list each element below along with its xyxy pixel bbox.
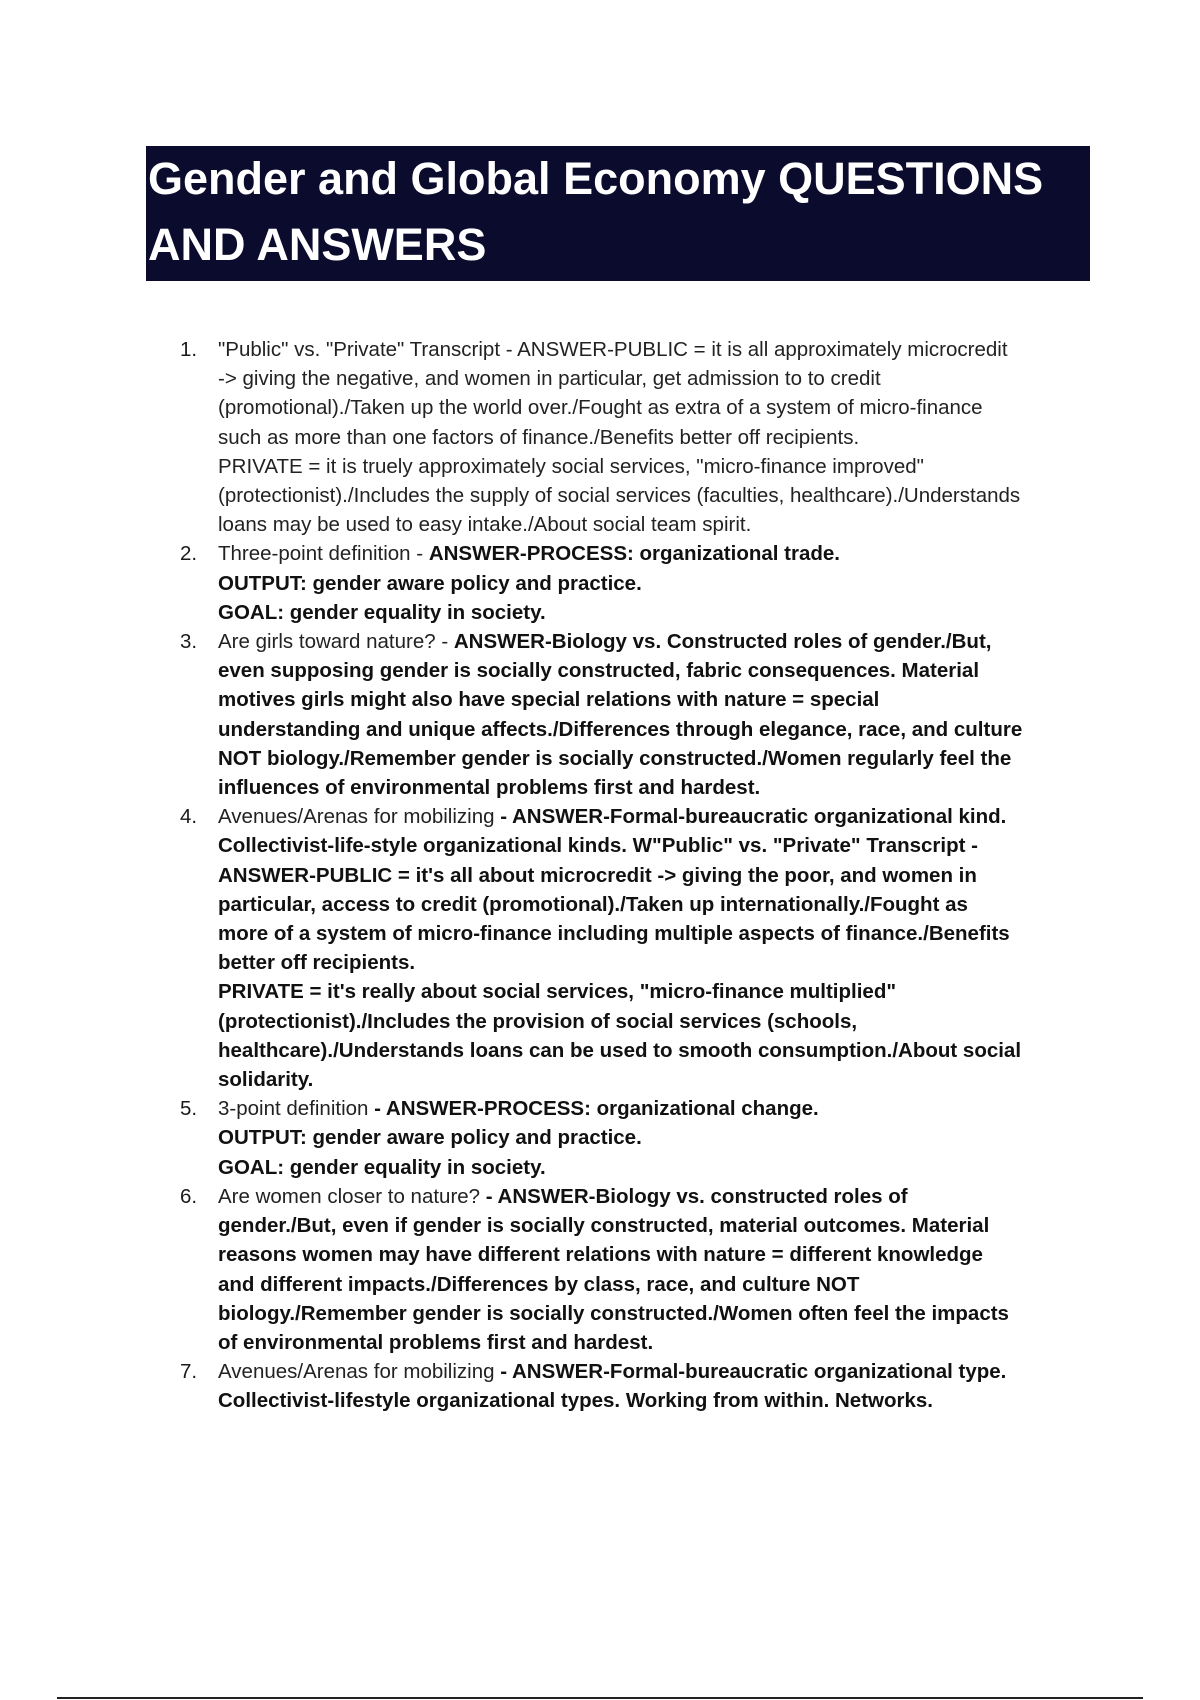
answer-text: reasons women may have different relations with nature = different knowledge xyxy=(218,1243,983,1267)
question-text: (promotional)./Taken up the world over./Fought as extra of a system of micro-finance xyxy=(218,396,983,420)
page-title-line-2: AND ANSWERS xyxy=(148,219,487,270)
question-text: Three-point definition - xyxy=(218,542,429,566)
answer-text: Collectivist-life-style organizational kinds. W"Public" vs. "Private" Transcript - xyxy=(218,834,978,858)
qa-item-number: 4. xyxy=(180,805,198,829)
qa-line xyxy=(218,656,1090,685)
answer-text: motives girls might also have special relations with nature = special xyxy=(218,688,880,712)
qa-item-number: 6. xyxy=(180,1184,198,1208)
qa-item-number: 5. xyxy=(180,1097,198,1121)
question-text: Are women closer to nature? xyxy=(218,1184,486,1208)
answer-text: PRIVATE = it's really about social services, "micro-finance multiplied" xyxy=(218,980,897,1004)
answer-text: - ANSWER-PROCESS: organizational change. xyxy=(374,1097,819,1121)
qa-line xyxy=(218,831,1090,860)
qa-item xyxy=(0,627,1200,802)
qa-line xyxy=(218,802,1090,831)
answer-text: ANSWER-PUBLIC = it's all about microcredit -> giving the poor, and women in xyxy=(218,863,977,887)
question-text: loans may be used to easy intake./About social team spirit. xyxy=(218,513,752,537)
answer-text: solidarity. xyxy=(218,1068,314,1092)
qa-line xyxy=(218,948,1090,977)
answer-text: NOT biology./Remember gender is socially constructed./Women regularly feel the xyxy=(218,746,1012,770)
qa-line xyxy=(218,627,1090,656)
qa-line xyxy=(218,423,1090,452)
question-text: 3-point definition xyxy=(218,1097,375,1121)
answer-text: and different impacts./Differences by class, race, and culture NOT xyxy=(218,1272,860,1296)
answer-text: - ANSWER-Formal-bureaucratic organizational type. xyxy=(500,1360,1007,1384)
question-text: (protectionist)./Includes the supply of social services (faculties, healthcare)./Understands xyxy=(218,484,1021,508)
qa-line xyxy=(218,1036,1090,1065)
answer-text: more of a system of micro-finance including multiple aspects of finance./Benefits xyxy=(218,922,1010,946)
qa-line xyxy=(218,335,1090,364)
question-text: "Public" vs. "Private" Transcript - ANSWER-PUBLIC = it is all approximately microcredit xyxy=(218,338,1008,361)
answer-text: Collectivist-lifestyle organizational types. Working from within. Networks. xyxy=(218,1389,933,1413)
answer-text: OUTPUT: gender aware policy and practice. xyxy=(218,1126,642,1150)
answer-text: biology./Remember gender is socially constructed./Women often feel the impacts xyxy=(218,1301,1009,1325)
qa-line xyxy=(218,1299,1090,1328)
qa-line xyxy=(218,1153,1090,1182)
question-text: -> giving the negative, and women in particular, get admission to to credit xyxy=(218,367,881,391)
qa-line xyxy=(218,1094,1090,1123)
qa-item xyxy=(0,1357,1200,1415)
question-text: Avenues/Arenas for mobilizing xyxy=(218,805,501,829)
answer-text: (protectionist)./Includes the provision of social services (schools, xyxy=(218,1009,858,1033)
title-banner xyxy=(146,146,1090,281)
answer-text: healthcare)./Understands loans can be used to smooth consumption./About social xyxy=(218,1038,1022,1062)
qa-item-number: 2. xyxy=(180,542,198,566)
page-title xyxy=(148,146,1088,278)
qa-item xyxy=(0,1182,1200,1357)
question-text: such as more than one factors of finance./Benefits better off recipients. xyxy=(218,425,860,449)
qa-item-number: 7. xyxy=(180,1360,198,1384)
answer-text: GOAL: gender equality in society. xyxy=(218,600,546,624)
qa-line xyxy=(218,1240,1090,1269)
qa-line xyxy=(218,1182,1090,1211)
question-text: PRIVATE = it is truely approximately social services, "micro-finance improved" xyxy=(218,454,924,478)
qa-line xyxy=(218,1328,1090,1357)
qa-line xyxy=(218,510,1090,539)
answer-text: influences of environmental problems first and hardest. xyxy=(218,776,761,800)
question-text: Avenues/Arenas for mobilizing xyxy=(218,1360,501,1384)
answer-text: of environmental problems first and hardest. xyxy=(218,1330,654,1354)
qa-line xyxy=(218,977,1090,1006)
answer-text: particular, access to credit (promotional)./Taken up internationally./Fought as xyxy=(218,892,968,916)
qa-item-number: 1. xyxy=(180,338,198,361)
qa-line xyxy=(218,1270,1090,1299)
question-text: Are girls toward nature? - xyxy=(218,630,454,654)
qa-item-number: 3. xyxy=(180,630,198,654)
qa-line xyxy=(218,1065,1090,1094)
answer-text: - ANSWER-Formal-bureaucratic organizational kind. xyxy=(500,805,1007,829)
qa-line xyxy=(218,481,1090,510)
answer-text: GOAL: gender equality in society. xyxy=(218,1155,546,1179)
qa-line xyxy=(218,1007,1090,1036)
qa-line xyxy=(218,861,1090,890)
qa-line xyxy=(218,1123,1090,1152)
qa-line xyxy=(218,393,1090,422)
qa-line xyxy=(218,452,1090,481)
answer-text: even supposing gender is socially constructed, fabric consequences. Material xyxy=(218,659,980,683)
page-title-line-1: Gender and Global Economy QUESTIONS xyxy=(148,153,1044,204)
qa-line xyxy=(218,364,1090,393)
qa-line xyxy=(218,1357,1090,1386)
qa-line xyxy=(218,744,1090,773)
qa-item xyxy=(0,1094,1200,1182)
qa-line xyxy=(218,773,1090,802)
qa-item xyxy=(0,539,1200,627)
qa-line xyxy=(218,1386,1090,1415)
answer-text: ANSWER-Biology vs. Constructed roles of gender./But, xyxy=(453,630,992,654)
qa-line xyxy=(218,598,1090,627)
answer-text: - ANSWER-Biology vs. constructed roles of xyxy=(485,1184,908,1208)
qa-line xyxy=(218,1211,1090,1240)
qa-line xyxy=(218,569,1090,598)
qa-item xyxy=(0,335,1200,539)
answer-text: understanding and unique affects./Differences through elegance, race, and culture xyxy=(218,717,1023,741)
qa-line xyxy=(218,919,1090,948)
qa-line xyxy=(218,715,1090,744)
answer-text: gender./But, even if gender is socially constructed, material outcomes. Material xyxy=(218,1214,990,1238)
qa-item xyxy=(0,802,1200,1094)
qa-line xyxy=(218,539,1090,568)
qa-list xyxy=(0,335,1200,1416)
footer-divider xyxy=(57,1697,1143,1699)
answer-text: ANSWER-PROCESS: organizational trade. xyxy=(428,542,840,566)
answer-text: better off recipients. xyxy=(218,951,416,975)
qa-line xyxy=(218,685,1090,714)
answer-text: OUTPUT: gender aware policy and practice. xyxy=(218,571,642,595)
qa-line xyxy=(218,890,1090,919)
